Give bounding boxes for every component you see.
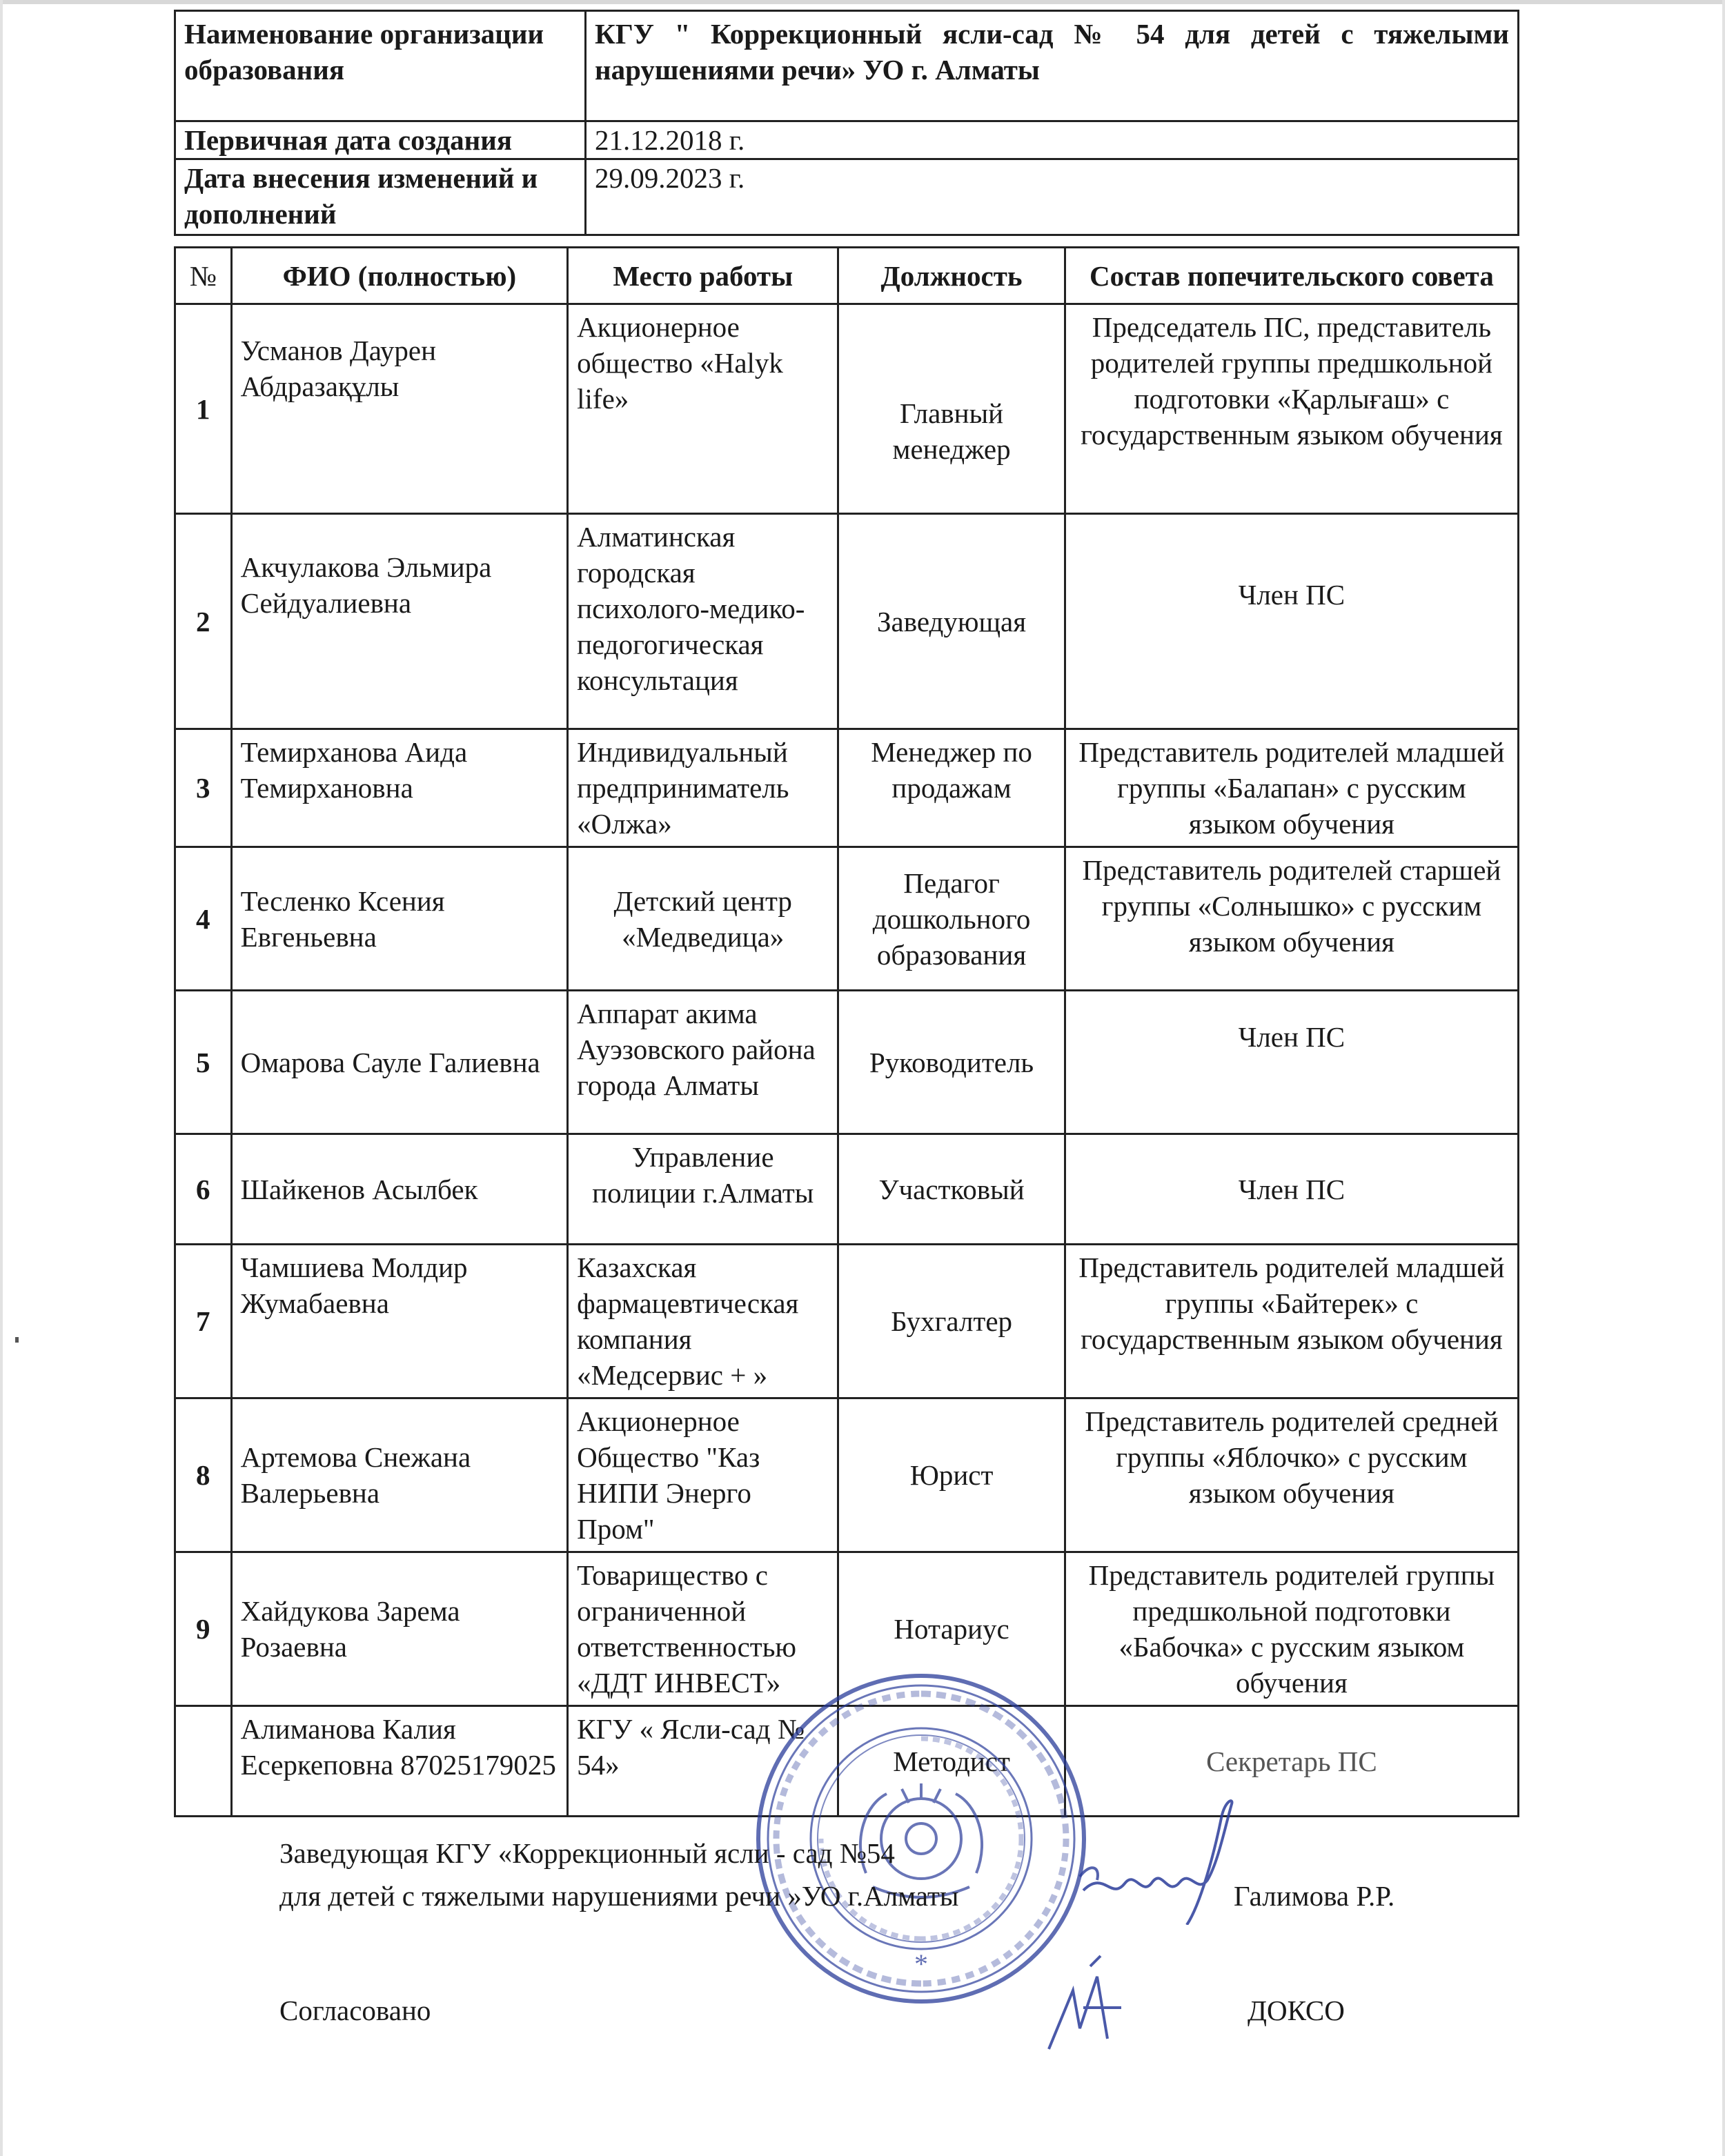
col-header-council: Состав попечительского совета (1065, 248, 1518, 304)
row-position: Юрист (838, 1398, 1065, 1552)
changed-value: 29.09.2023 г. (586, 159, 1519, 235)
row-position: Педагог дошкольного образования (838, 847, 1065, 991)
table-header-row (175, 248, 1519, 304)
director-signature (1076, 1787, 1242, 1925)
row-work: Акционерное Общество "Каз НИПИ Энерго Пром" (568, 1398, 838, 1552)
org-value: КГУ " Коррекционный ясли-сад № 54 для детей с тяжелыми нарушениями речи» УО г. Алматы (586, 11, 1519, 121)
col-header-name: ФИО (полностью) (231, 248, 568, 304)
row-num: 6 (175, 1134, 232, 1245)
row-num: 9 (175, 1552, 232, 1706)
row-position: Нотариус (838, 1552, 1065, 1706)
council-table (174, 246, 1519, 1817)
svg-text:*: * (914, 1948, 928, 1979)
header-table (174, 10, 1519, 236)
row-council: Член ПС (1065, 1134, 1518, 1245)
row-num: 4 (175, 847, 232, 991)
table-row (175, 1245, 1519, 1398)
dokso-label: ДОКСО (1248, 1995, 1345, 2026)
row-name: Чамшиева Молдир Жумабаевна (231, 1245, 568, 1398)
row-work: Аппарат акима Ауэзовского района города Алматы (568, 991, 838, 1134)
row-position: Руководитель (838, 991, 1065, 1134)
row-work: Детский центр «Медведица» (568, 847, 838, 991)
row-name: Артемова Снежана Валерьевна (231, 1398, 568, 1552)
table-row (175, 514, 1519, 729)
scan-edge-top (0, 0, 1725, 4)
row-council: Секретарь ПС (1065, 1706, 1518, 1817)
created-value: 21.12.2018 г. (586, 121, 1519, 159)
col-header-work: Место работы (568, 248, 838, 304)
row-council: Председатель ПС, представитель родителей группы предшкольной подготовки «Қарлығаш» с государственным языком обучения (1065, 304, 1518, 514)
row-work: Товарищество с ограниченной ответственностью «ДДТ ИНВЕСТ» (568, 1552, 838, 1706)
table-row (175, 1134, 1519, 1245)
row-num: 8 (175, 1398, 232, 1552)
row-council: Представитель родителей группы предшкольной подготовки «Бабочка» с русским языком обучения (1065, 1552, 1518, 1706)
row-work: Казахская фармацевтическая компания «Медсервис + » (568, 1245, 838, 1398)
row-name: Шайкенов Асылбек (231, 1134, 568, 1245)
row-position: Бухгалтер (838, 1245, 1065, 1398)
row-position: Заведующая (838, 514, 1065, 729)
row-name: Тесленко Ксения Евгеньевна (231, 847, 568, 991)
scan-edge-right (1722, 0, 1725, 2156)
changed-label: Дата внесения изменений и дополнений (175, 159, 586, 235)
row-num: 7 (175, 1245, 232, 1398)
row-name: Усманов Даурен Абдразақұлы (231, 304, 568, 514)
row-name: Акчулакова Эльмира Сейдуалиевна (231, 514, 568, 729)
table-row (175, 991, 1519, 1134)
row-name: Алиманова Калия Есеркеповна 87025179025 (231, 1706, 568, 1817)
row-work: Акционерное общество «Halyk life» (568, 304, 838, 514)
col-header-num: № (175, 248, 232, 304)
row-position: Методист (838, 1706, 1065, 1817)
row-num: 3 (175, 729, 232, 847)
row-num (175, 1706, 232, 1817)
row-num: 5 (175, 991, 232, 1134)
head-line-1: Заведующая КГУ «Коррекционный ясли - сад №54 (279, 1837, 895, 1869)
row-work: Алматинская городская психолого-медико-педогогическая консультация (568, 514, 838, 729)
row-name: Темирханова Аида Темирхановна (231, 729, 568, 847)
row-name: Хайдукова Зарема Розаевна (231, 1552, 568, 1706)
row-council: Член ПС (1065, 991, 1518, 1134)
row-name: Омарова Сауле Галиевна (231, 991, 568, 1134)
approval-signature (1042, 1952, 1132, 2056)
row-num: 1 (175, 304, 232, 514)
row-council: Представитель родителей старшей группы «Солнышко» с русским языком обучения (1065, 847, 1518, 991)
row-council: Представитель родителей средней группы «Яблочко» с русским языком обучения (1065, 1398, 1518, 1552)
head-name: Галимова Р.Р. (1234, 1880, 1395, 1912)
row-council: Представитель родителей младшей группы «Байтерек» с государственным языком обучения (1065, 1245, 1518, 1398)
col-header-position: Должность (838, 248, 1065, 304)
row-position: Главный менеджер (838, 304, 1065, 514)
table-row (175, 847, 1519, 991)
created-label: Первичная дата создания (175, 121, 586, 159)
table-row (175, 1398, 1519, 1552)
row-work: Индивидуальный предприниматель «Олжа» (568, 729, 838, 847)
row-work: КГУ « Ясли-сад № 54» (568, 1706, 838, 1817)
row-council: Член ПС (1065, 514, 1518, 729)
row-work: Управление полиции г.Алматы (568, 1134, 838, 1245)
agreed-label: Согласовано (279, 1995, 431, 2026)
table-row (175, 304, 1519, 514)
org-label: Наименование организации образования (175, 11, 586, 121)
head-line-2: для детей с тяжелыми нарушениями речи »УО г.Алматы (279, 1880, 959, 1912)
table-row (175, 729, 1519, 847)
scan-edge-left (0, 0, 3, 2156)
scan-speck (15, 1337, 19, 1343)
row-council: Представитель родителей младшей группы «Балапан» с русским языком обучения (1065, 729, 1518, 847)
row-position: Менеджер по продажам (838, 729, 1065, 847)
row-num: 2 (175, 514, 232, 729)
row-position: Участковый (838, 1134, 1065, 1245)
